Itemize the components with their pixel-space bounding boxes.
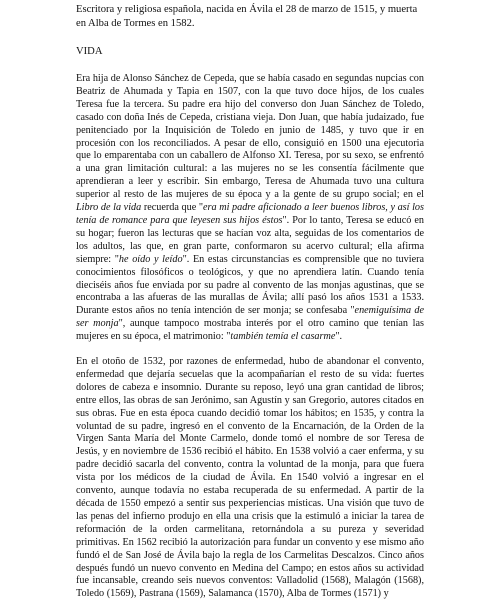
text-run: Era hija de Alonso Sánchez de Cepeda, que se había casado en segundas nupcias con Beatriz de Ahumada y Tapia en 1507, con la que tuvo doce hijos, de los cuales Teresa fue la tercera. Su padre era hijo del converso don Juan Sánchez de Toledo, casado con doña Inés de Cepeda, cristiana vieja. Don Juan, que había judaizado, fue penitenciado por la Inquisición de Toledo en junio de 1485, y tuvo que ir en procesión con los reconciliados. A pesar de ello, consiguió en 1500 una ejecutoria que lo emparentaba con un caballero de Alfonso XI. Teresa, por su sexo, se enfrentó a una gran limitación cultural: a las mujeres no se les consentía fácilmente que aprendieran a leer y escribir. Sin embargo, Teresa de Ahumada tuvo una cultura superior al resto de las mujeres de su época y a la gente de su grupo social; en el: [76, 73, 424, 201]
intro-text: Escritora y religiosa española, nacida en Ávila el 28 de marzo de 1515, y muerta en Alba de Tormes en 1582.: [76, 4, 418, 29]
italic-quote: Libro de la vida: [76, 202, 142, 214]
italic-quote: era mi padre aficionado a leer buenos libros, y así los tenía de romance para que leyesen sus hijos éstos: [76, 202, 424, 226]
italic-quote: he oído y leído: [118, 253, 183, 265]
text-run: ". Por lo tanto, Teresa se educó en su hogar; fueron las lecturas que se hacían voz alta, seguidas de los comentarios de los adultos, las que, en gran parte, conformaron su acervo cultural; ella afirma siempre: ": [76, 214, 424, 265]
section-heading: VIDA: [76, 46, 103, 57]
text-run: ".: [335, 331, 343, 343]
text-run: ", aunque tampoco mostraba interés por el otro camino que tenían las mujeres en su época, el matrimonio: ": [76, 318, 425, 343]
text-run: ". En estas circunstancias es comprensible que no tuviera conocimientos filosóficos o teológicos, y que no aprendiera latín. Cuando tenía dieciséis años fue enviada por su padre al convento de las monjas agustinas, que se encontraba a las afueras de las murallas de Ávila; allí pasó los años 1531 a 1533. Durante estos años no tenía intención de ser monja; se confesaba ": [76, 253, 425, 317]
body-paragraph-1: [76, 73, 424, 344]
text-run: recuerda que ": [141, 202, 204, 214]
body-paragraph-2: En el otoño de 1532, por razones de enfermedad, hubo de abandonar el convento, enfermedad que dejaría secuelas que la acompañarían el resto de su vida: fuertes dolores de cabeza e insomnio. Durante su reposo, leyó una gran cantidad de libros; entre ellos, las obras de san Jerónimo, san Agustín y san Gregorio, autores citados en sus obras. Fue en esta época cuando decidió tomar los hábitos; en 1535, y contra la voluntad de su padre, ingresó en el convento de la Encarnación, de la Orden de la Virgen Santa María del Monte Carmelo, donde tomó el nombre de sor Teresa de Jesús, y en noviembre de 1536 recibió el hábito. En 1538 volvió a caer enferma, y su padre decidió sacarla del convento, contra la voluntad de la monja, para que fuera vista por los médicos de la ciudad de Ávila. En 1540 volvió a ingresar en el convento, aunque todavía no estaba recuperada de su enfermedad. A partir de la década de 1550 empezó a sentir sus pexperiencias místicas. Una visión que tuvo de las penas del infierno produjo en ella una crisis que la estimuló a iniciar la tarea de reformación de la orden carmelitana, retornándola a su pureza y severidad primitivas. En 1562 recibió la autorización para fundar un convento y ese mismo año fundó el de San José de Ávila bajo la regla de los Carmelitas Descalzos. Cinco años después fundó un nuevo convento en Medina del Campo; en estos años su actividad fue incansable, creando seis nuevos conventos: Valladolid (1568), Malagón (1568), Toledo (1569), Pastrana (1569), Salamanca (1570), Alba de Tormes (1571) y: [76, 356, 424, 600]
italic-quote: también temía el casarme: [230, 331, 336, 343]
italic-quote: enemiguísima de ser monja: [76, 305, 424, 330]
